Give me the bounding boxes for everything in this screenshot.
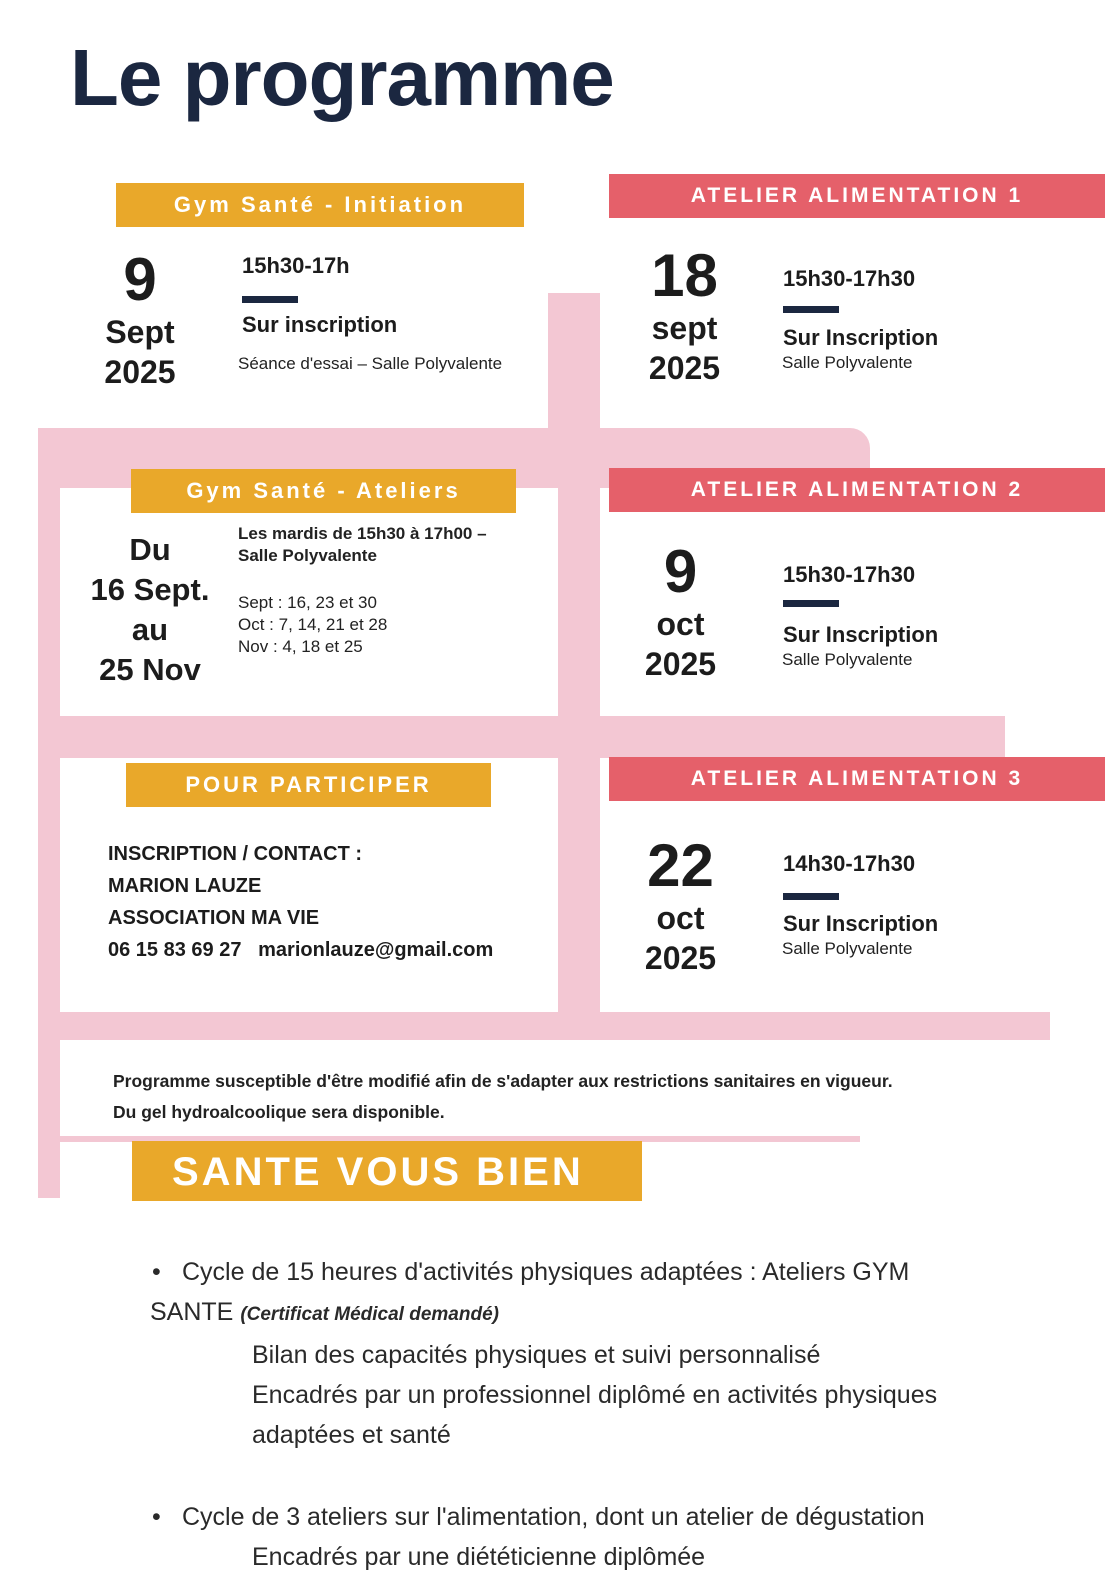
atelier-2-day: 9 (663, 538, 698, 605)
atelier-3-label: ATELIER ALIMENTATION 3 (609, 757, 1105, 801)
participer-line-1: INSCRIPTION / CONTACT : (108, 843, 363, 865)
atelier-1-month: sept (651, 310, 718, 346)
gym-ateliers-label: Gym Santé - Ateliers (131, 469, 516, 513)
page-title: Le programme (70, 33, 614, 122)
gym-init-divider (242, 296, 298, 303)
bullet-dot-icon: • (152, 1258, 161, 1286)
atelier-3-divider (783, 893, 839, 900)
bullet-gym-line1: Cycle de 15 heures d'activités physiques adaptées : Ateliers GYM (182, 1258, 910, 1286)
atelier-1-label: ATELIER ALIMENTATION 1 (609, 174, 1105, 218)
participer-label: POUR PARTICIPER (126, 763, 491, 807)
atelier-2-year: 2025 (644, 646, 717, 682)
gym-ateliers-range-end: 25 Nov (99, 652, 201, 687)
atelier-1-time: 15h30-17h30 (783, 266, 916, 291)
participer-contact (108, 838, 493, 966)
atelier-1-divider (783, 306, 839, 313)
bullet-alim-sub1: Encadrés par une diététicienne diplômée (252, 1543, 706, 1571)
gym-ateliers-dates (238, 592, 387, 658)
atelier-1-inscription: Sur Inscription (783, 325, 939, 350)
pink-frame-band-2 (40, 716, 1005, 758)
atelier-3-date (628, 834, 733, 978)
bullet-gym (150, 1252, 1050, 1292)
atelier-2-inscription: Sur Inscription (783, 622, 939, 647)
gym-ateliers-schedule-line1: Les mardis de 15h30 à 17h00 – (238, 524, 487, 543)
pink-frame-left (38, 428, 60, 1198)
gym-init-day: 9 (123, 246, 157, 313)
program-note-line1: Programme susceptible d'être modifié afin de s'adapter aux restrictions sanitaires en vigueur. (113, 1071, 893, 1091)
gym-init-month: Sept (105, 314, 175, 350)
gym-init-date (90, 248, 190, 392)
participer-line-4 (108, 934, 493, 966)
gym-init-inscription: Sur inscription (242, 312, 398, 337)
bullet-gap (150, 1455, 1050, 1497)
gym-init-detail: Séance d'essai – Salle Polyvalente (238, 354, 503, 373)
atelier-1-year: 2025 (648, 350, 721, 386)
pink-frame-mid-vertical (558, 480, 600, 1040)
bullet-gym-cert: (Certificat Médical demandé) (240, 1304, 499, 1325)
gym-init-time: 15h30-17h (242, 253, 350, 278)
atelier-3-time: 14h30-17h30 (783, 851, 916, 876)
gym-ateliers-schedule-line2: Salle Polyvalente (238, 546, 377, 565)
atelier-1-date (632, 244, 737, 388)
participer-line-3: ASSOCIATION MA VIE (108, 907, 320, 929)
bullet-gym-line2-row (150, 1292, 1050, 1335)
gym-ateliers-range (80, 530, 220, 690)
bullet-gym-sub3: adaptées et santé (252, 1421, 451, 1449)
program-note (113, 1066, 893, 1128)
bullet-gym-line2: SANTE (150, 1298, 234, 1326)
program-note-line2: Du gel hydroalcoolique sera disponible. (113, 1102, 445, 1122)
gym-ateliers-range-start: 16 Sept. (90, 572, 210, 607)
atelier-2-month: oct (656, 606, 705, 642)
atelier-2-date (628, 540, 733, 684)
atelier-2-label: ATELIER ALIMENTATION 2 (609, 468, 1105, 512)
atelier-3-day: 22 (647, 832, 714, 899)
bullet-gym-sub2: Encadrés par un professionnel diplômé en activités physiques (252, 1381, 938, 1409)
participer-email[interactable]: marionlauze@gmail.com (258, 939, 494, 961)
gym-init-year: 2025 (104, 354, 176, 390)
gym-ateliers-schedule (238, 523, 487, 567)
atelier-3-place: Salle Polyvalente (782, 939, 913, 958)
atelier-2-time: 15h30-17h30 (783, 562, 916, 587)
bullet-alim-line1: Cycle de 3 ateliers sur l'alimentation, dont un atelier de dégustation (182, 1503, 925, 1531)
gym-ateliers-dates-sept: Sept : 16, 23 et 30 (238, 593, 377, 612)
pink-frame-band-3 (40, 1012, 1050, 1040)
bullet-alimentation (150, 1497, 1050, 1537)
gym-ateliers-dates-nov: Nov : 4, 18 et 25 (238, 637, 363, 656)
bullet-dot-icon: • (152, 1503, 161, 1531)
atelier-3-inscription: Sur Inscription (783, 911, 939, 936)
sante-heading: SANTE VOUS BIEN (132, 1141, 642, 1201)
bullet-gym-sub1: Bilan des capacités physiques et suivi personnalisé (252, 1341, 821, 1369)
participer-phone[interactable]: 06 15 83 69 27 (108, 939, 242, 961)
atelier-2-divider (783, 600, 839, 607)
gym-ateliers-dates-oct: Oct : 7, 14, 21 et 28 (238, 615, 388, 634)
gym-ateliers-range-to: au (131, 612, 169, 647)
atelier-1-place: Salle Polyvalente (782, 353, 913, 372)
gym-init-label: Gym Santé - Initiation (116, 183, 524, 227)
gym-ateliers-range-from: Du (129, 532, 171, 567)
sante-bullets (150, 1252, 1050, 1577)
atelier-1-day: 18 (651, 242, 718, 309)
participer-line-2: MARION LAUZE (108, 875, 262, 897)
atelier-3-year: 2025 (644, 940, 717, 976)
atelier-3-month: oct (656, 900, 705, 936)
atelier-2-place: Salle Polyvalente (782, 650, 913, 669)
